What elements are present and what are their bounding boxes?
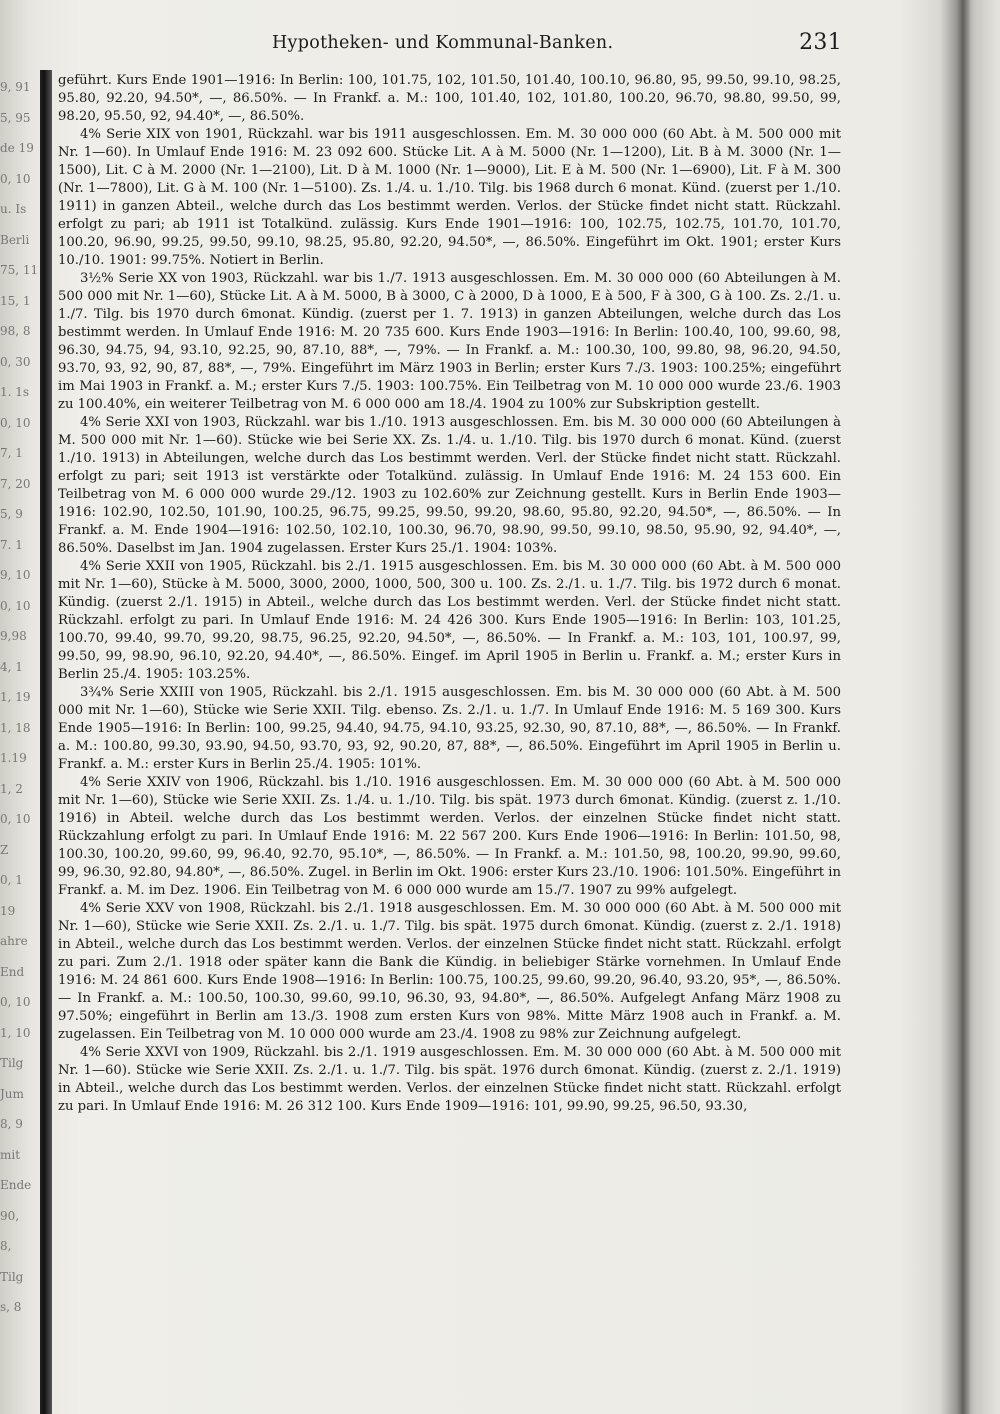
margin-fragment: 1, 10 — [0, 1025, 31, 1040]
margin-fragment: 0, 10 — [0, 598, 31, 613]
margin-fragment: 75, 11 — [0, 263, 39, 277]
paragraph-5: 4% Serie XXII von 1905, Rückzahl. bis 2./1. 1915 ausgeschlossen. Em. bis M. 30 000 000 (60 Abt. à M. 500 000 mit Nr. 1—60), Stücke à M. 5000, 3000, 2000, 1000, 500, 300 u. 100. Zs. 2./1. u. 1./7. Tilg. bis 1972 durch 6 monat. Kündig. (zuerst 2./1. 1915) in Abteil., welche durch das Los bestimmt werden. Verl. der Stücke findet nicht statt. Rückzahl. erfolgt zu pari. In Umlauf Ende 1916: M. 24 426 300. Kurs Ende 1905—1916: In Berlin: 103, 101.25, 100.70, 99.40, 99.70, 99.20, 98.75, 96.25, 92.20, 94.50*, —, 86.50%. — In Frankf. a. M.: 103, 101, 100.97, 99, 99.50, 99, 98.90, 96.10, 92.20, 94.40*, —, 86.50%. Eingef. im April 1905 in Berlin u. Frankf. a. M.; erster Kurs in Berlin 25./4. 1905: 103.25%. — [58, 559, 841, 682]
margin-fragment: 1, 2 — [0, 781, 23, 796]
margin-fragment: 98, 8 — [0, 324, 31, 338]
margin-fragment: 9, 10 — [0, 568, 31, 582]
margin-fragment: 0, 10 — [0, 995, 31, 1009]
margin-fragment: 4, 1 — [0, 659, 23, 674]
margin-fragment: de 19 — [0, 141, 34, 155]
margin-fragment: 0, 1 — [0, 873, 23, 887]
margin-fragment: End — [0, 964, 25, 979]
page-body — [58, 72, 841, 1116]
margin-fragment: 19 — [0, 903, 16, 918]
margin-fragment: mit — [0, 1147, 21, 1162]
margin-fragment: Ende — [0, 1178, 32, 1192]
margin-fragment: s, 8 — [0, 1300, 22, 1314]
margin-fragment: 0, 30 — [0, 354, 31, 369]
page-number: 231 — [799, 30, 842, 55]
margin-fragment: Tilg — [0, 1269, 24, 1284]
margin-fragment: 15, 1 — [0, 293, 31, 308]
margin-fragment: 1. 1s — [0, 385, 30, 399]
margin-fragment: 0, 10 — [0, 171, 31, 186]
book-binding-shadow — [40, 70, 52, 1414]
margin-fragment: 0, 10 — [0, 812, 31, 826]
margin-fragment: 90, — [0, 1208, 20, 1223]
margin-fragment: 9,98 — [0, 629, 27, 643]
paragraph-1: geführt. Kurs Ende 1901—1916: In Berlin: 100, 101.75, 102, 101.50, 101.40, 100.10, 96.80, 95, 99.50, 99.10, 98.25, 95.80, 92.20, 94.50*, —, 86.50%. — In Frankf. a. M.: 100, 101.40, 102, 101.80, 100.20, 96.70, 98.80, 99.50, 99, 98.20, 95.50, 92, 94.40*, —, 86.50%. — [58, 73, 841, 124]
margin-fragment: 1.19 — [0, 751, 27, 765]
margin-fragment: Z — [0, 842, 9, 857]
page-edge-shadow — [956, 0, 970, 1414]
paragraph-8: 4% Serie XXV von 1908, Rückzahl. bis 2./1. 1918 ausgeschlossen. Em. M. 30 000 000 (60 Abt. à M. 500 000 mit Nr. 1—60), Stücke wie Serie XXII. Zs. 2./1. u. 1./7. Tilg. bis spät. 1975 durch 6monat. Kündig. (zuerst z. 2./1. 1918) in Abteil., welche durch das Los bestimmt werden. Verlos. der einzelnen Stücke findet nicht statt. Rückzahl. erfolgt zu pari. Zum 2./1. 1918 oder später kann die Bank die Kündig. in beliebiger Stärke vornehmen. In Umlauf Ende 1916: M. 24 861 600. Kurs Ende 1908—1916: In Berlin: 100.75, 100.25, 99.60, 99.20, 96.40, 93.20, 95*, —, 86.50%. — In Frankf. a. M.: 100.50, 100.30, 99.60, 99.10, 96.30, 93, 94.80*, —, 86.50%. Aufgelegt Anfang März 1908 zu 97.50%; eingeführt in Berlin am 13./3. 1908 zum ersten Kurs von 98%. Mitte März 1908 auch in Frankf. a. M. zugelassen. Ein Teilbetrag von M. 10 000 000 wurde am 23./4. 1908 zu 98% zur Zeichnung aufgelegt. — [58, 901, 841, 1042]
margin-fragment: 7, 20 — [0, 476, 31, 491]
margin-fragment: 8, — [0, 1239, 12, 1253]
margin-fragment: Berli — [0, 232, 30, 247]
header-title: Hypotheken- und Kommunal-Banken. — [272, 33, 614, 53]
margin-fragment: Tilg — [0, 1056, 24, 1070]
paragraph-4: 4% Serie XXI von 1903, Rückzahl. war bis 1./10. 1913 ausgeschlossen. Em. bis M. 30 000 000 (60 Abteilungen à M. 500 000 mit Nr. 1—60). Stücke wie bei Serie XX. Zs. 1./4. u. 1./10. Tilg. bis 1970 durch 6 monat. Künd. (zuerst 1./10. 1913) in Abteilungen, welche durch das Los bestimmt werden. Verl. der Stücke findet nicht statt. Rückzahl. erfolgt zu pari; seit 1913 ist verstärkte oder Totalkünd. zulässig. In Umlauf Ende 1916: M. 24 153 600. Ein Teilbetrag von M. 6 000 000 wurde 29./12. 1903 zu 102.60% zur Zeichnung gestellt. Kurs in Berlin Ende 1903—1916: 102.90, 102.50, 101.90, 100.25, 96.75, 99.25, 99.50, 99.20, 98.60, 95.80, 92.20, 94.50*, —, 86.50%. — In Frankf. a. M. Ende 1904—1916: 102.50, 102.10, 100.30, 96.70, 98.90, 99.50, 99.10, 98.50, 95.90, 92, 94.40*, —, 86.50%. Daselbst im Jan. 1904 zugelassen. Erster Kurs 25./1. 1904: 103%. — [58, 415, 841, 556]
margin-fragment: 7. 1 — [0, 537, 23, 552]
paragraph-7: 4% Serie XXIV von 1906, Rückzahl. bis 1./10. 1916 ausgeschlossen. Em. M. 30 000 000 (60 Abt. à M. 500 000 mit Nr. 1—60), Stücke wie Serie XXII. Zs. 1./4. u. 1./10. Tilg. bis spät. 1973 durch 6monat. Kündig. (zuerst z. 1./10. 1916) in Abteil. welche durch das Los bestimmt werden. Verlos. der einzelnen Stücke findet nicht statt. Rückzahlung erfolgt zu pari. In Umlauf Ende 1916: M. 22 567 200. Kurs Ende 1906—1916: In Berlin: 101.50, 98, 100.30, 100.20, 99.60, 99, 96.40, 92.70, 95.10*, —, 86.50%. — In Frankf. a. M.: 101.50, 98, 100.20, 99.90, 99.60, 99, 96.30, 92.80, 94.80*, —, 86.50%. Zugel. in Berlin im Okt. 1906: erster Kurs 23./10. 1906: 101.50%. Eingeführt in Frankf. a. M. im Dez. 1906. Ein Teilbetrag von M. 6 000 000 wurde am 15./7. 1907 zu 99% aufgelegt. — [58, 775, 841, 898]
margin-fragment: 1, 19 — [0, 690, 31, 704]
margin-fragment: 8, 9 — [0, 1117, 23, 1131]
paragraph-2: 4% Serie XIX von 1901, Rückzahl. war bis 1911 ausgeschlossen. Em. M. 30 000 000 (60 Abt. à M. 500 000 mit Nr. 1—60). In Umlauf Ende 1916: M. 23 092 600. Stücke Lit. A à M. 5000 (Nr. 1—1200), Lit. B à M. 3000 (Nr. 1—1500), Lit. C à M. 2000 (Nr. 1—2100), Lit. D à M. 1000 (Nr. 1—9000), Lit. E à M. 500 (Nr. 1—6900), Lit. F à M. 300 (Nr. 1—7800), Lit. G à M. 100 (Nr. 1—5100). Zs. 1./4. u. 1./10. Tilg. bis 1968 durch 6 monat. Künd. (zuerst per 1./10. 1911) in ganzen Abteil., welche durch das Los bestimmt werden. Verlos. der Stücke findet nicht statt. Rückzahl. erfolgt zu pari; ab 1911 ist Totalkünd. zulässig. Kurs Ende 1901—1916: 100, 102.75, 102.75, 101.70, 101.70, 100.20, 96.90, 99.25, 99.50, 99.10, 98.25, 95.80, 92.20, 94.50*, —, 86.50%. Eingeführt im Okt. 1901; erster Kurs 10./10. 1901: 99.75%. Notiert in Berlin. — [58, 127, 841, 268]
margin-fragment: 7, 1 — [0, 446, 23, 460]
margin-fragment: 1, 18 — [0, 720, 31, 735]
paragraph-6: 3¾% Serie XXIII von 1905, Rückzahl. bis 2./1. 1915 ausgeschlossen. Em. bis M. 30 000 000 (60 Abt. à M. 500 000 mit Nr. 1—60), Stücke wie Serie XXII. Tilg. ebenso. Zs. 2./1. u. 1./7. In Umlauf Ende 1916: M. 5 169 300. Kurs Ende 1905—1916: In Berlin: 100, 99.25, 94.40, 94.75, 94.10, 93.25, 92.30, 90, 87.10, 88*, —, 86.50%. — In Frankf. a. M.: 100.80, 99.30, 93.90, 94.50, 93.70, 93, 92, 90.20, 87, 88*, —, 86.50%. Eingeführt im April 1905 in Berlin u. Frankf. a. M.: erster Kurs in Berlin 25./4. 1905: 101%. — [58, 685, 841, 772]
margin-fragment: 0, 10 — [0, 415, 31, 430]
margin-fragment: u. Is — [0, 202, 27, 216]
paragraph-9: 4% Serie XXVI von 1909, Rückzahl. bis 2./1. 1919 ausgeschlossen. Em. M. 30 000 000 (60 Abt. à M. 500 000 mit Nr. 1—60). Stücke wie Serie XXII. Zs. 2./1. u. 1./7. Tilg. bis spät. 1976 durch 6monat. Kündig. (zuerst z. 2./1. 1919) in Abteil., welche durch das Los bestimmt werden. Verlos. der einzelnen Stücke findet nicht statt. Rückzahl. erfolgt zu pari. In Umlauf Ende 1916: M. 26 312 100. Kurs Ende 1909—1916: 101, 99.90, 99.25, 96.50, 93.30, — [58, 1045, 841, 1114]
running-header — [272, 30, 842, 58]
margin-fragment: 9, 91 — [0, 80, 31, 94]
margin-fragment: 5, 9 — [0, 507, 23, 521]
margin-fragment: ahre — [0, 934, 28, 948]
margin-fragment: 5, 95 — [0, 110, 31, 125]
paragraph-3: 3½% Serie XX von 1903, Rückzahl. war bis 1./7. 1913 ausgeschlossen. Em. M. 30 000 000 (60 Abteilungen à M. 500 000 mit Nr. 1—60), Stücke Lit. A à M. 5000, B à 3000, C à 2000, D à 1000, E à 500, F à 300, G à 100. Zs. 2./1. u. 1./7. Tilg. bis 1970 durch 6monat. Kündig. (zuerst per 1. 7. 1913) in ganzen Abteilungen, welche durch das Los bestimmt werden. In Umlauf Ende 1916: M. 20 735 600. Kurs Ende 1903—1916: In Berlin: 100.40, 100, 99.60, 98, 96.30, 94.75, 94, 93.10, 92.25, 90, 87.10, 88*, —, 79%. — In Frankf. a. M.: 100.30, 100, 99.80, 98, 96.20, 94.50, 93.70, 93, 92, 90, 87, 88*, —, 79%. Eingeführt im März 1903 in Berlin; erster Kurs 7./3. 1903: 100.25%; eingeführt im Mai 1903 in Frankf. a. M.; erster Kurs 7./5. 1903: 100.75%. Ein Teilbetrag von M. 10 000 000 wurde 23./6. 1903 zu 100.40%, ein weiterer Teilbetrag von M. 6 000 000 am 18./4. 1904 zu 100% zur Subskription gestellt. — [58, 271, 841, 412]
margin-fragment: Jum — [0, 1086, 24, 1101]
